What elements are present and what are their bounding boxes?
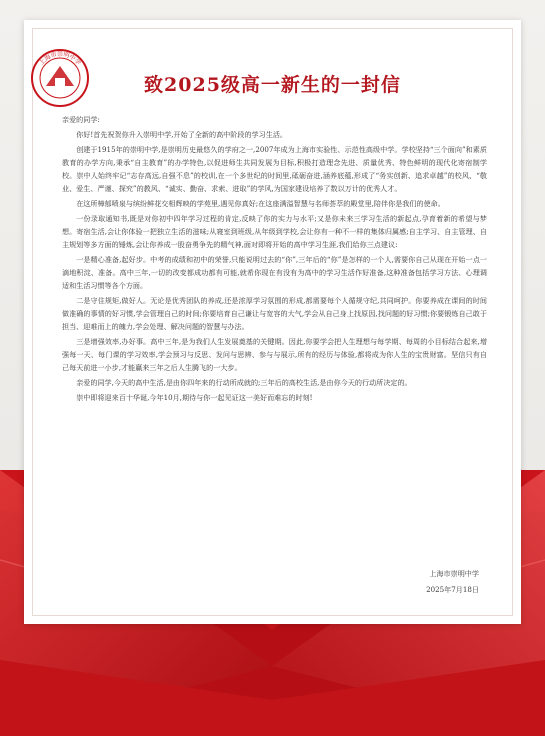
paragraph: 亲爱的同学,今天的高中生活,是由你四年来的行动所成就的;三年后的高校生活,是由你今天的行动所决定的。 [76, 378, 412, 387]
paragraph: 一份录取通知书,既是对你初中四年学习过程的肯定,反映了你的实力与水平;又是你未来三学习生活的新起点,孕育着新的希望与梦想。寄宿生活,会让你体验一把独立生活的滋味;从寝室到班级,从年级到学校,会让你有一种不一样的集体归属感;自主学习、自主管理、自主规划等多方面的锤炼,会让你养成一股奋勇争先的精气神,面对即将开始的高中学习生涯,我们给你三点建议: [62, 214, 487, 249]
signature-date: 2025年7月18日 [426, 585, 479, 594]
paragraph: 崇中即将迎来百十华诞,今年10月,期待与你一起见证这一美好而难忘的时刻! [76, 393, 313, 402]
letter-title: 致2025级高一新生的一封信 [144, 74, 401, 96]
letter-body [62, 113, 487, 406]
salutation: 亲爱的同学: [62, 115, 100, 124]
signature-block [426, 566, 479, 598]
seal-text: 上海市崇明中学 [38, 51, 82, 67]
signature-school: 上海市崇明中学 [429, 569, 479, 578]
paragraph: 你好!首先祝贺你升入崇明中学,开始了全新的高中阶段的学习生活。 [76, 130, 288, 139]
school-seal-icon [30, 48, 90, 108]
paragraph: 创建于1915年的崇明中学,是崇明历史最悠久的学府之一,2007年成为上海市实验性、示范性高级中学。学校坚持“三个面向”和素质教育的办学方向,秉承“自主教育”的办学特色,以促进师生共同发展为目标,积极打造理念先进、质量优秀、特色鲜明的现代化寄宿制学校。崇中人始终牢记“志存高远,自强不息”的校训,在一个多世纪的时间里,砥砺奋进,涵养底蕴,形成了“务实创新、追求卓越”的校风、“敬业、爱生、严谨、探究”的教风、“诚实、勤奋、求索、进取”的学风,为国家建设培养了数以万计的优秀人才。 [62, 145, 487, 193]
paragraph: 三是增强效率,办好事。高中三年,是为我们人生发展奠基的关键期。因此,你要学会把人生理想与每学期、每周的小目标结合起来,增强每一天、每门课的学习效率,学会预习与反思、发问与思辨、参与与展示,所有的经历与体验,都将成为你人生的宝贵财富。坚信只有自己每天前进一小步,才能赢来三年之后人生腾飞的一大步。 [62, 337, 487, 372]
paragraph: 二是守住规矩,做好人。无论是优秀团队的养成,还是浓厚学习氛围的形成,都需要每个人循规守纪,共同呵护。你要养成在课间的时间做准确的事情的好习惯,学会管理自己的时间;你要培育自己谦让与宽容的大气,学会从自己身上找原因,找问题的好习惯;你要锻炼自己敢于担当、迎难而上的魄力,学会处理、解决问题的智慧与办法。 [62, 296, 487, 331]
paragraph: 在这所樟郁喷泉与缤纷鲜花交相辉映的学苑里,遇见你真好;在这座满溢智慧与名师荟萃的殿堂里,陪伴你是我们的使命。 [76, 199, 445, 208]
paragraph: 一是精心准备,起好步。中考的成绩和初中的荣誉,只能说明过去的“你”,三年后的“你”是怎样的一个人,需要你自己从现在开始一点一滴地积淀、准备。高中三年,一切的改变都成功都有可能,就希你现在有没有为高中的学习生活作好准备,这种准备包括学习方法、心理调适和生活习惯等各个方面。 [62, 255, 487, 290]
